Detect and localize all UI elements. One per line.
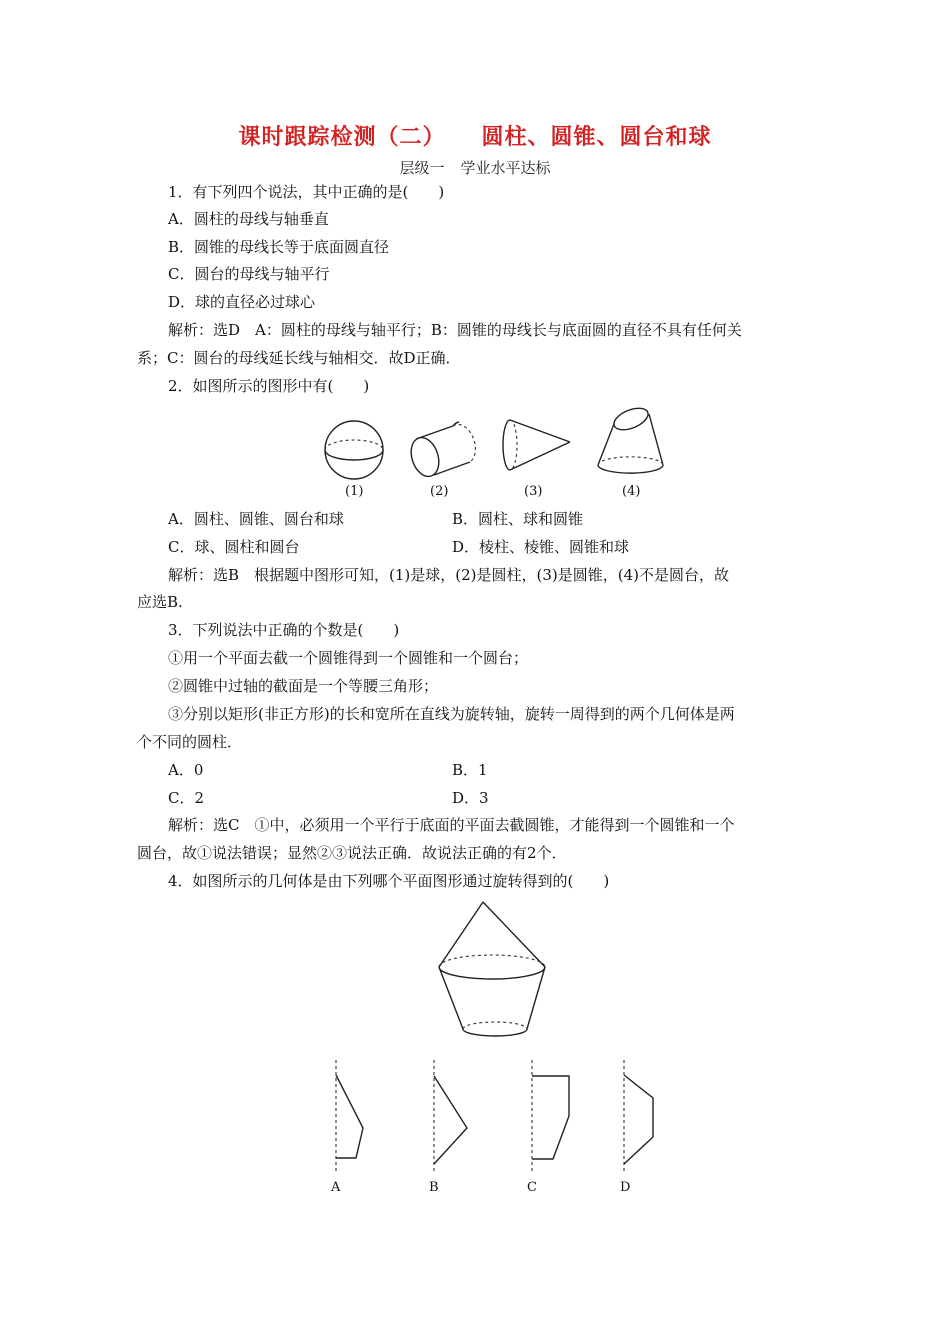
subtitle-level: 层级一: [399, 159, 445, 177]
q4-option-b-figure: [434, 1060, 467, 1174]
q3-stem: 3．下列说法中正确的个数是( ): [168, 621, 400, 639]
q1-analysis-line2: 系；C：圆台的母线延长线与轴相交．故D正确．: [137, 349, 461, 367]
q2-figure-label-3: (3): [524, 484, 543, 499]
page-title: [0, 120, 950, 151]
q4-figure-label-d: D: [620, 1180, 631, 1195]
title-part1: 课时跟踪检测（二）: [238, 125, 446, 150]
section-subtitle: [0, 157, 950, 178]
q4-solid-figure: [430, 898, 554, 1048]
q4-option-c-figure: [532, 1060, 569, 1174]
q4-figure-label-c: C: [527, 1180, 537, 1195]
q4-stem: 4．如图所示的几何体是由下列哪个平面图形通过旋转得到的( ): [168, 872, 610, 890]
q2-option-b: B．圆柱、球和圆锥: [452, 510, 584, 528]
q2-stem: 2．如图所示的图形中有( ): [168, 377, 370, 395]
q3-option-b: B．1: [452, 761, 488, 779]
q1-option-c: C．圆台的母线与轴平行: [168, 265, 330, 283]
q1-option-a: A．圆柱的母线与轴垂直: [168, 210, 329, 228]
q3-item-2: ②圆锥中过轴的截面是一个等腰三角形；: [168, 677, 439, 695]
subtitle-name: 学业水平达标: [460, 159, 551, 177]
q2-analysis-line2: 应选B.: [137, 593, 183, 611]
q1-option-d: D．球的直径必过球心: [168, 293, 316, 311]
q4-figure-label-a: A: [331, 1180, 341, 1195]
q1-option-b: B．圆锥的母线长等于底面圆直径: [168, 238, 390, 256]
q3-item-1: ①用一个平面去截一个圆锥得到一个圆锥和一个圆台；: [168, 649, 529, 667]
q3-analysis-line1: 解析：选C ①中，必须用一个平行于底面的平面去截圆锥，才能得到一个圆锥和一个: [168, 816, 735, 834]
q3-option-c: C．2: [168, 789, 205, 807]
q2-option-d: D．棱柱、棱锥、圆锥和球: [452, 538, 630, 556]
q3-item-3-line2: 个不同的圆柱．: [137, 733, 243, 751]
q2-figure-label-1: (1): [345, 484, 364, 499]
title-part2: 圆柱、圆锥、圆台和球: [481, 125, 712, 150]
cone-figure: [503, 420, 570, 470]
q4-figure-label-b: B: [429, 1180, 439, 1195]
cylinder-figure: [406, 422, 475, 480]
q2-option-a: A．圆柱、圆锥、圆台和球: [168, 510, 344, 528]
q4-option-d-figure: [624, 1060, 653, 1174]
q4-plane-figures: [320, 1058, 670, 1178]
q2-figure-solids: [318, 402, 678, 482]
oblique-truncated-figure: [598, 404, 663, 473]
q1-analysis-line1: 解析：选D A：圆柱的母线与轴平行；B：圆锥的母线长与底面圆的直径不具有任何关: [168, 321, 742, 339]
q2-figure-label-2: (2): [430, 484, 449, 499]
q3-option-a: A．0: [168, 761, 204, 779]
q2-analysis-line1: 解析：选B 根据题中图形可知，(1)是球，(2)是圆柱，(3)是圆锥，(4)不是圆台，故: [168, 566, 730, 584]
q3-option-d: D．3: [452, 789, 489, 807]
q3-item-3-line1: ③分别以矩形(非正方形)的长和宽所在直线为旋转轴，旋转一周得到的两个几何体是两: [168, 705, 735, 723]
q4-option-a-figure: [336, 1060, 363, 1174]
sphere-figure: [325, 421, 383, 479]
q1-stem: 1．有下列四个说法，其中正确的是( ): [168, 183, 445, 201]
q2-figure-label-4: (4): [622, 484, 641, 499]
q3-analysis-line2: 圆台，故①说法错误；显然②③说法正确．故说法正确的有2个．: [137, 844, 567, 862]
q2-option-c: C．球、圆柱和圆台: [168, 538, 300, 556]
